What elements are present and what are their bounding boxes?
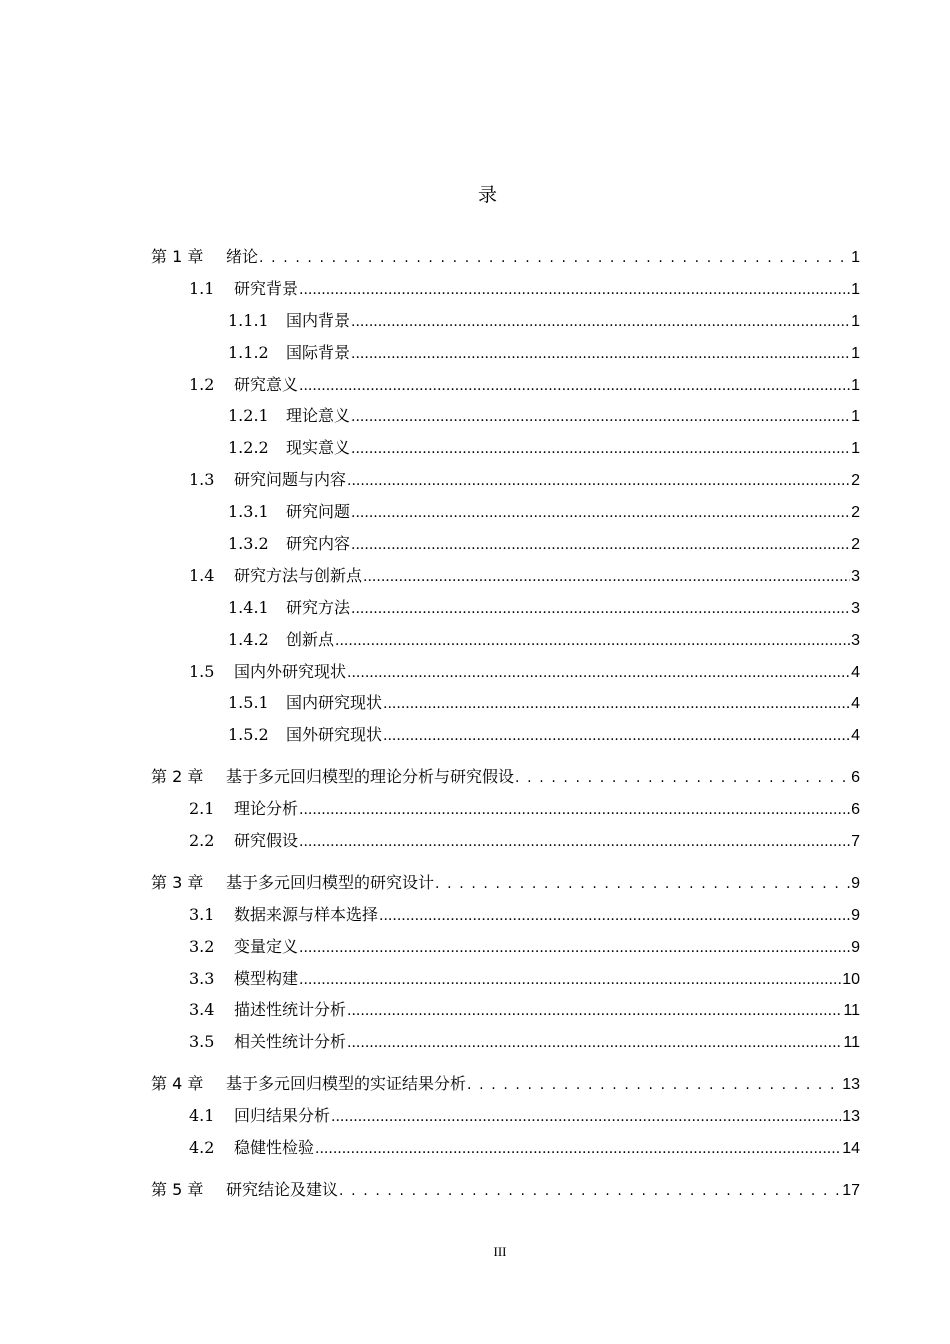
- dot-leader: [299, 937, 850, 956]
- dot-leader: [383, 725, 850, 744]
- toc-entry-page: 6: [851, 769, 860, 787]
- dot-leader: [467, 1074, 841, 1093]
- toc-entry-label: 研究方法与创新点: [234, 565, 363, 585]
- toc-section-entry[interactable]: [151, 308, 860, 340]
- toc-entry-page: 11: [843, 1034, 860, 1052]
- toc-entry-number: 3.4: [189, 1000, 215, 1020]
- toc-entry-label: 研究内容: [286, 534, 351, 554]
- toc-section-entry[interactable]: [151, 997, 860, 1029]
- toc-entry-label: 研究背景: [234, 278, 299, 298]
- dot-leader: [351, 406, 850, 425]
- toc-entry-page: 9: [851, 938, 860, 956]
- toc-entry-number: 第 5 章: [151, 1179, 204, 1199]
- toc-entry-label: 绪论: [226, 247, 259, 266]
- toc-entry-label: 现实意义: [286, 438, 351, 458]
- toc-section-entry[interactable]: [151, 627, 860, 659]
- toc-section-entry[interactable]: [151, 722, 860, 754]
- toc-entry-page: 13: [842, 1108, 860, 1126]
- toc-entry-number: 1.4: [189, 565, 215, 585]
- toc-entry-number: 1.1.2: [228, 342, 269, 362]
- dot-leader: [351, 534, 850, 553]
- toc-chapter-entry[interactable]: [151, 764, 860, 796]
- toc-entry-label: 研究假设: [234, 831, 299, 851]
- toc-entry-label: 基于多元回归模型的研究设计: [226, 872, 435, 892]
- toc-section-entry[interactable]: [151, 690, 860, 722]
- toc-entry-page: 10: [842, 970, 860, 988]
- toc-entry-page: 1: [851, 376, 860, 394]
- toc-entry-label: 国际背景: [286, 342, 351, 362]
- toc-entry-label: 研究问题: [286, 502, 351, 522]
- toc-entry-label: 研究问题与内容: [234, 470, 347, 490]
- toc-entry-number: 1.5.1: [228, 693, 269, 713]
- toc-entry-number: 4.1: [189, 1106, 215, 1126]
- dot-leader: [351, 343, 850, 362]
- toc-entry-label: 变量定义: [234, 936, 299, 956]
- toc-entry-page: 11: [843, 1002, 860, 1020]
- toc-section-entry[interactable]: [151, 966, 860, 998]
- toc-entry-page: 14: [842, 1140, 860, 1158]
- toc-entry-number: 2.1: [189, 799, 215, 819]
- toc-entry-number: 1.3.1: [228, 502, 269, 522]
- toc-section-entry[interactable]: [151, 276, 860, 308]
- toc-entry-page: 1: [851, 312, 860, 330]
- toc-section-entry[interactable]: [151, 1103, 860, 1135]
- table-of-contents: [151, 244, 860, 1209]
- dot-leader: [351, 438, 850, 457]
- toc-entry-number: 3.3: [189, 968, 215, 988]
- toc-entry-number: 3.5: [189, 1032, 215, 1052]
- toc-section-entry[interactable]: [151, 1029, 860, 1061]
- toc-entry-number: 1.5.2: [228, 725, 269, 745]
- toc-entry-number: 第 4 章: [151, 1074, 204, 1094]
- dot-leader: [347, 1032, 842, 1051]
- toc-entry-number: 1.1: [189, 278, 215, 298]
- toc-entry-number: 第 3 章: [151, 872, 204, 892]
- toc-entry-label: 描述性统计分析: [234, 1000, 347, 1020]
- dot-leader: [379, 905, 850, 924]
- toc-entry-number: 1.5: [189, 661, 215, 681]
- toc-entry-label: 数据来源与样本选择: [234, 904, 379, 924]
- toc-section-entry[interactable]: [151, 435, 860, 467]
- toc-entry-page: 2: [851, 472, 860, 490]
- toc-entry-number: 3.2: [189, 936, 215, 956]
- dot-leader: [351, 311, 850, 330]
- dot-leader: [331, 1106, 841, 1125]
- toc-entry-page: 2: [851, 504, 860, 522]
- toc-entry-label: 回归结果分析: [234, 1106, 331, 1126]
- toc-section-entry[interactable]: [151, 372, 860, 404]
- toc-entry-page: 3: [851, 567, 860, 585]
- toc-entry-label: 国内研究现状: [286, 693, 383, 713]
- toc-section-entry[interactable]: [151, 563, 860, 595]
- dot-leader: [347, 662, 850, 681]
- toc-entry-label: 国内外研究现状: [234, 661, 347, 681]
- dot-leader: [299, 799, 850, 818]
- toc-entry-page: 1: [851, 440, 860, 458]
- toc-chapter-entry[interactable]: [151, 1177, 860, 1209]
- toc-entry-number: 第 2 章: [151, 767, 204, 787]
- toc-section-entry[interactable]: [151, 499, 860, 531]
- toc-entry-page: 1: [851, 408, 860, 426]
- toc-entry-page: 4: [851, 727, 860, 745]
- dot-leader: [347, 1000, 842, 1019]
- toc-entry-label: 相关性统计分析: [234, 1032, 347, 1052]
- toc-entry-page: 1: [851, 249, 860, 266]
- toc-section-entry[interactable]: [151, 659, 860, 691]
- toc-entry-label: 研究方法: [286, 597, 351, 617]
- dot-leader: [339, 1180, 841, 1199]
- toc-section-entry[interactable]: [151, 531, 860, 563]
- toc-entry-number: 1.2.2: [228, 438, 269, 458]
- toc-entry-label: 基于多元回归模型的理论分析与研究假设: [226, 767, 515, 787]
- page-number: III: [493, 1244, 507, 1259]
- dot-leader: [435, 873, 850, 892]
- toc-chapter-entry[interactable]: [151, 870, 860, 902]
- toc-section-entry[interactable]: [151, 902, 860, 934]
- dot-leader: [351, 502, 850, 521]
- toc-entry-number: 1.3: [189, 470, 215, 490]
- toc-entry-number: 1.2.1: [228, 406, 269, 426]
- toc-entry-label: 理论分析: [234, 799, 299, 819]
- toc-entry-page: 4: [851, 695, 860, 713]
- dot-leader: [299, 279, 850, 298]
- toc-section-entry[interactable]: [151, 595, 860, 627]
- toc-chapter-entry[interactable]: [151, 244, 860, 276]
- toc-entry-page: 3: [851, 631, 860, 649]
- toc-entry-label: 基于多元回归模型的实证结果分析: [226, 1074, 467, 1094]
- toc-entry-page: 9: [851, 874, 860, 892]
- toc-entry-page: 1: [851, 344, 860, 362]
- toc-section-entry[interactable]: [151, 467, 860, 499]
- toc-entry-label: 研究意义: [234, 374, 299, 394]
- toc-entry-label: 国内背景: [286, 310, 351, 330]
- toc-entry-label: 创新点: [286, 629, 335, 649]
- dot-leader: [515, 767, 850, 786]
- dot-leader: [363, 566, 850, 585]
- toc-section-entry[interactable]: [151, 1135, 860, 1167]
- toc-entry-number: 4.2: [189, 1138, 215, 1158]
- toc-section-entry[interactable]: [151, 796, 860, 828]
- dot-leader: [335, 630, 850, 649]
- toc-entry-page: 3: [851, 599, 860, 617]
- toc-section-entry[interactable]: [151, 828, 860, 860]
- dot-leader: [299, 969, 841, 988]
- toc-entry-page: 7: [851, 833, 860, 851]
- toc-entry-label: 研究结论及建议: [226, 1179, 339, 1199]
- toc-entry-page: 2: [851, 536, 860, 554]
- toc-section-entry[interactable]: [151, 934, 860, 966]
- toc-entry-number: 1.1.1: [228, 310, 269, 330]
- toc-entry-page: 4: [851, 663, 860, 681]
- toc-entry-label: 理论意义: [286, 406, 351, 426]
- dot-leader: [347, 470, 850, 489]
- toc-section-entry[interactable]: [151, 403, 860, 435]
- toc-entry-label: 稳健性检验: [234, 1138, 315, 1158]
- toc-entry-number: 1.2: [189, 374, 215, 394]
- toc-chapter-entry[interactable]: [151, 1071, 860, 1103]
- toc-entry-number: 1.4.2: [228, 629, 269, 649]
- toc-section-entry[interactable]: [151, 340, 860, 372]
- toc-entry-number: 1.4.1: [228, 597, 269, 617]
- toc-entry-label: 国外研究现状: [286, 725, 383, 745]
- dot-leader: [383, 693, 850, 712]
- toc-entry-page: 9: [851, 906, 860, 924]
- toc-title: 录: [477, 184, 497, 206]
- toc-entry-number: 第 1 章: [151, 247, 204, 266]
- toc-entry-number: 3.1: [189, 904, 215, 924]
- dot-leader: [299, 831, 850, 850]
- dot-leader: [299, 375, 850, 394]
- toc-entry-page: 6: [851, 801, 860, 819]
- dot-leader: [259, 247, 850, 266]
- toc-entry-number: 1.3.2: [228, 534, 269, 554]
- dot-leader: [315, 1138, 841, 1157]
- toc-entry-number: 2.2: [189, 831, 215, 851]
- toc-entry-page: 17: [842, 1181, 860, 1199]
- dot-leader: [351, 598, 850, 617]
- toc-entry-page: 13: [842, 1076, 860, 1094]
- toc-entry-page: 1: [851, 280, 860, 298]
- toc-entry-label: 模型构建: [234, 968, 299, 988]
